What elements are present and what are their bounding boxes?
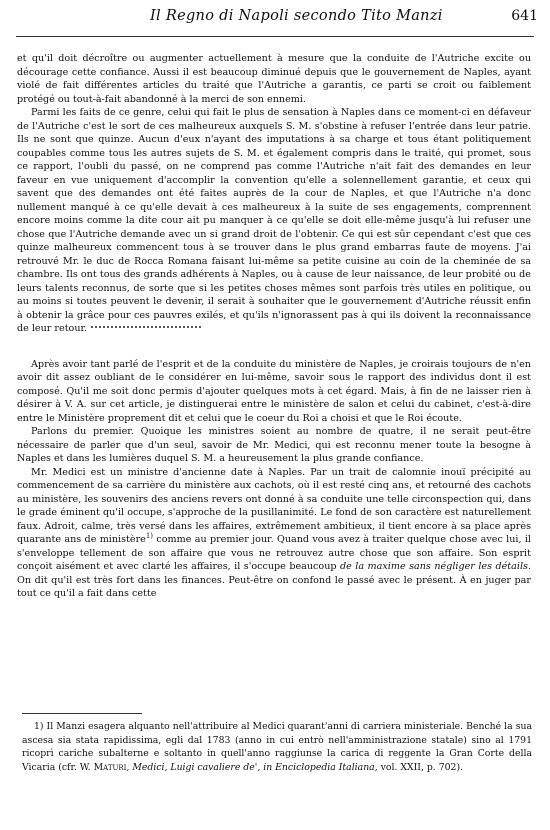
footnote-rule [22,713,142,714]
paragraph-medici [17,466,531,601]
footnote-author: Maturi [93,761,127,773]
medici-text-3: . On dit qu'il est très fort dans les finances. Peut-être on confond le passé avec le présent. À en juger par tout ce qu'il a fait dans cette [17,561,531,599]
footnote-text-1: 1) Il Manzi esagera alquanto nell'attribuire al Medici quarant'anni di carriera ministeriale. Benché la sua ascesa sia stata rapidissima, egli dal 1783 (anno in cui entrò nell'amministrazione statale) sino al 1791 ricoprì cariche subalterne e soltanto in quell'anno raggiunse la carica di reggente la Gran Corte della Vicaria (cfr. W. [22,721,532,773]
footnote-text-2: , [126,761,133,773]
header-rule [16,36,534,37]
paragraph-ministry-intro: Après avoir tant parlé de l'esprit et de la conduite du ministère de Naples, je croirais toujours de n'en avoir dit assez oubliant de le considérer en lui-même, savoir sous le rapport des individus dont il est composé. Qu'il me soit donc permis d'ajouter quelques mots à cet égard. Mais, à fin de ne laisser rien à désirer à V. A. sur cet article, je distinguerai entre le ministère de salon et celui du cabinet, c'est-à-dire entre le Ministère proprement dit et celui que le coeur du Roi a choisi et que le Roi écoute. [17,358,531,424]
page-number: 641 [511,8,538,24]
paragraph-exiles-text: Parmi les faits de ce genre, celui qui fait le plus de sensation à Naples dans ce moment-ci en défaveur de l'Autriche c'est le sort de ces malheureux auxquels S. M. s'obstine à refuser l'entrée dans leur patrie. Ils ne sont que quinze. Aucun d'eux n'ayant des imputations à sa charge et tous étant politiquement coupables comme tous les autres sujets de S. M. et également compris dans le traité, qui promet, sous ce rapport, l'oubli du passé, on ne comprend pas comme l'Autriche n'ait fait des demandes en leur faveur en vue uniquement d'accomplir la convention qu'elle a solennellement garantie, et ceux qui savent que des demandes ont été faites auprès de la cour de Naples, et que l'Autriche n'a donc nullement manqué à ce qu'elle devait à ces malheureux à la suite de ses engagements, comprennent encore moins comme la dite cour ait pu manquer à ce qu'elle se doit elle-même jusqu'à lui refuser une chose que l'Autriche demande avec un si grand droit de l'obtenir. Ce qui est sûr cependant c'est que ces quinze malheureux commencent tous à se trouver dans le plus grand embarras faute de moyens. J'ai retrouvé Mr. le duc de Rocca Romana faisant lui-même sa petite cuisine au coin de la cheminée de sa chambre. Ils ont tous des grands adhérents à Naples, ou à cause de leur naissance, de leur probité ou de leurs talents reconnus, de sorte que si les petites choses mêmes sont parfois très utiles en politique, ou au moins si toutes peuvent le devenir, il serait à souhaiter que le gouvernement d'Autriche réussit enfin à obtenir la grâce pour ces pauvres exilés, et qu'ils n'ignorassent pas à qui ils doivent la reconnaissance de leur retour. [17,107,531,334]
section-break [17,336,531,358]
paragraph-continuation: et qu'il doit décroître ou augmenter actuellement à mesure que la conduite de l'Autriche excite ou décourage cette confiance. Aussi il est beaucoup diminué depuis que le gouvernement de Naples, ayant violé de fait différentes articles du traité que l'Autriche a garantis, ce parti se croit ou faiblement protégé ou tout-à-fait abandonné à la merci de son ennemi. [17,53,531,105]
footnote-italic: Medici, Luigi cavaliere de', in Enciclopedia Italiana [132,761,375,773]
page-header [0,6,550,32]
paragraph-exiles [17,106,531,336]
medici-italic: de la maxime sans négliger les détails [340,561,528,572]
footnote [22,720,532,774]
medici-text-1: Mr. Medici est un ministre d'ancienne date à Naples. Par un trait de calomnie inouï précipité au commencement de sa carrière du ministère aux cachots, où il est resté cinq ans, et retourné des cachots au ministère, les souvenirs des anciens revers ont donné à sa conduite une telle circonspection qui, dans le grade éminent qu'il occupe, s'approche de la pusillanimité. Le fond de son caractère est naturellement faux. Adroit, calme, très versé dans les affaires, extrêmement ambitieux, il tient encore à sa place après quarante ans de ministère [17,466,531,545]
medici-text-2: comme au premier jour. Quand vous avez à traiter quelque chose avec lui, il s'enveloppe tellement de son affaire que vous ne retrouvez autre chose que son affaire. Son esprit conçoit aisément et avec clarté les affaires, il s'occupe beaucoup [17,534,531,572]
running-title: Il Regno di Napoli secondo Tito Manzi [150,8,443,24]
paragraph-first-minister: Parlons du premier. Quoique les ministres soient au nombre de quatre, il ne serait peut-être nécessaire de parler que d'un seul, savoir de Mr. Medici, qui est reconnu mener toute la besogne à Naples et dans les lumières duquel S. M. a heureusement la plus grande confiance. [17,426,531,464]
footnote-text-3: , vol. XXII, p. 702). [374,761,464,773]
footnote-ref[interactable]: 1) [145,531,154,540]
section-end-mark [91,326,201,332]
footnote-text [22,720,532,774]
main-text [17,52,531,601]
